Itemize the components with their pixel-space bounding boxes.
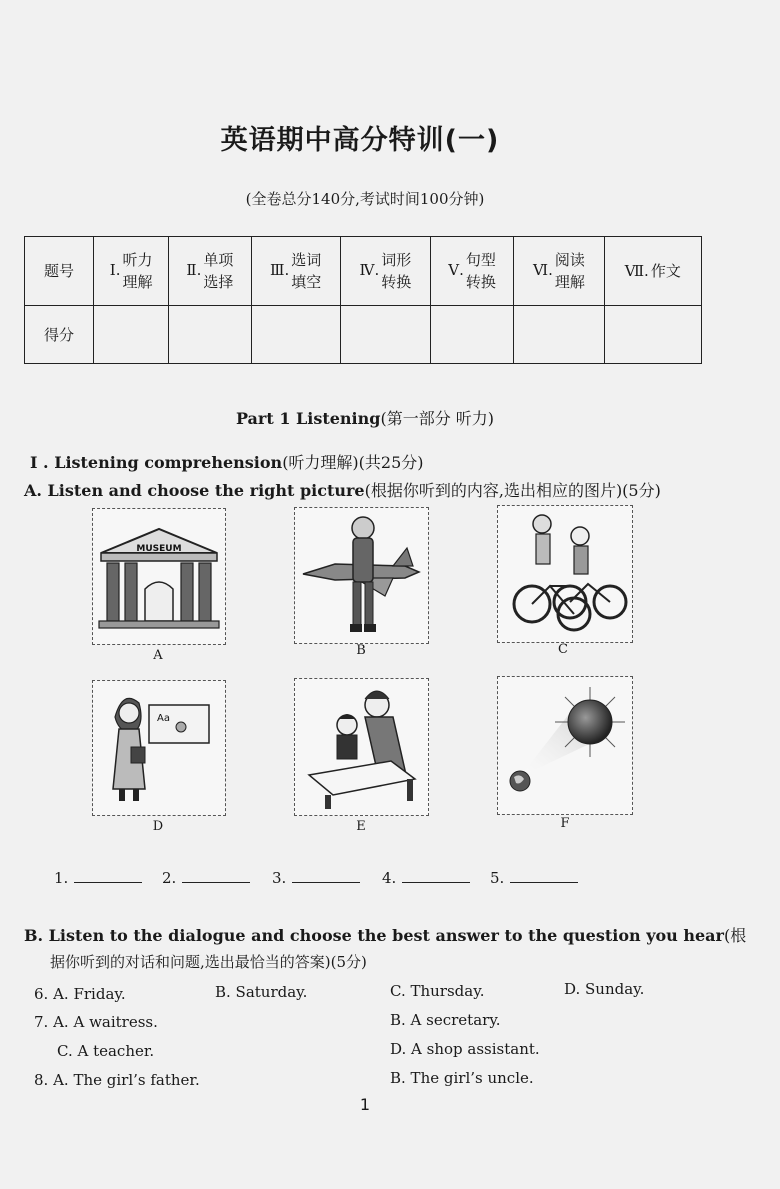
page-title: 英语期中高分特训(一) — [220, 125, 500, 156]
picture-label-e: E — [356, 819, 366, 834]
score-cell[interactable] — [340, 306, 430, 364]
section-heading-listening: I . Listening comprehension(听力理解)(共25分) — [30, 453, 424, 472]
question-6-c[interactable]: C. Thursday. — [390, 982, 485, 1000]
table-row — [25, 306, 702, 364]
picture-a-museum — [92, 508, 226, 645]
picture-label-b: B — [356, 643, 366, 658]
answer-blank-5[interactable]: 5. — [490, 868, 578, 887]
header-cell-4: Ⅳ.词形 转换 — [340, 237, 430, 306]
score-cell[interactable] — [169, 306, 251, 364]
picture-d-teacher — [92, 680, 226, 816]
picture-c-cycling — [497, 505, 633, 643]
picture-e-homework — [294, 678, 429, 816]
question-8-b[interactable]: B. The girl’s uncle. — [390, 1069, 534, 1087]
question-7-c[interactable]: C. A teacher. — [57, 1042, 155, 1060]
header-cell-3: Ⅲ.选词 填空 — [251, 237, 340, 306]
picture-f-sun-earth — [497, 676, 633, 815]
part-heading: Part 1 Listening(第一部分 听力) — [235, 409, 495, 428]
row-label-question: 题号 — [25, 237, 94, 306]
question-7-d[interactable]: D. A shop assistant. — [390, 1040, 540, 1058]
board-text: Aa — [157, 713, 170, 724]
question-6-b[interactable]: B. Saturday. — [215, 983, 308, 1001]
page-number: 1 — [359, 1095, 371, 1114]
header-cell-2: Ⅱ.单项 选择 — [169, 237, 251, 306]
question-7-a[interactable]: 7. A. A waitress. — [34, 1013, 158, 1031]
score-table — [24, 236, 702, 364]
picture-b-pilot — [294, 507, 429, 644]
answer-blank-1[interactable]: 1. — [54, 868, 142, 887]
header-cell-7: Ⅶ. 作文 — [604, 237, 701, 306]
question-6-a[interactable]: 6. A. Friday. — [34, 985, 126, 1003]
exam-subtitle: (全卷总分140分,考试时间100分钟) — [245, 190, 485, 208]
question-7-b[interactable]: B. A secretary. — [390, 1011, 501, 1029]
table-row — [25, 237, 702, 306]
museum-sign: MUSEUM — [136, 544, 182, 554]
answer-blank-4[interactable]: 4. — [382, 868, 470, 887]
question-6-d[interactable]: D. Sunday. — [564, 980, 645, 998]
score-cell[interactable] — [430, 306, 513, 364]
section-heading-b-cont: 据你听到的对话和问题,选出最恰当的答案)(5分) — [50, 953, 367, 971]
picture-label-f: F — [560, 816, 570, 831]
header-cell-6: Ⅵ.阅读 理解 — [514, 237, 604, 306]
score-cell[interactable] — [514, 306, 604, 364]
picture-label-a: A — [153, 648, 163, 663]
section-heading-a: A. Listen and choose the right picture(根据你听到的内容,选出相应的图片)(5分) — [24, 481, 661, 500]
question-8-a[interactable]: 8. A. The girl’s father. — [34, 1071, 200, 1089]
score-cell[interactable] — [94, 306, 169, 364]
row-label-score: 得分 — [25, 306, 94, 364]
section-heading-b: B. Listen to the dialogue and choose the best answer to the question you hear(根 — [24, 926, 747, 945]
picture-label-d: D — [152, 819, 164, 834]
score-cell[interactable] — [251, 306, 340, 364]
score-cell[interactable] — [604, 306, 701, 364]
answer-blank-3[interactable]: 3. — [272, 868, 360, 887]
picture-label-c: C — [558, 642, 568, 657]
header-cell-1: Ⅰ.听力 理解 — [94, 237, 169, 306]
answer-blank-2[interactable]: 2. — [162, 868, 250, 887]
header-cell-5: Ⅴ.句型 转换 — [430, 237, 513, 306]
